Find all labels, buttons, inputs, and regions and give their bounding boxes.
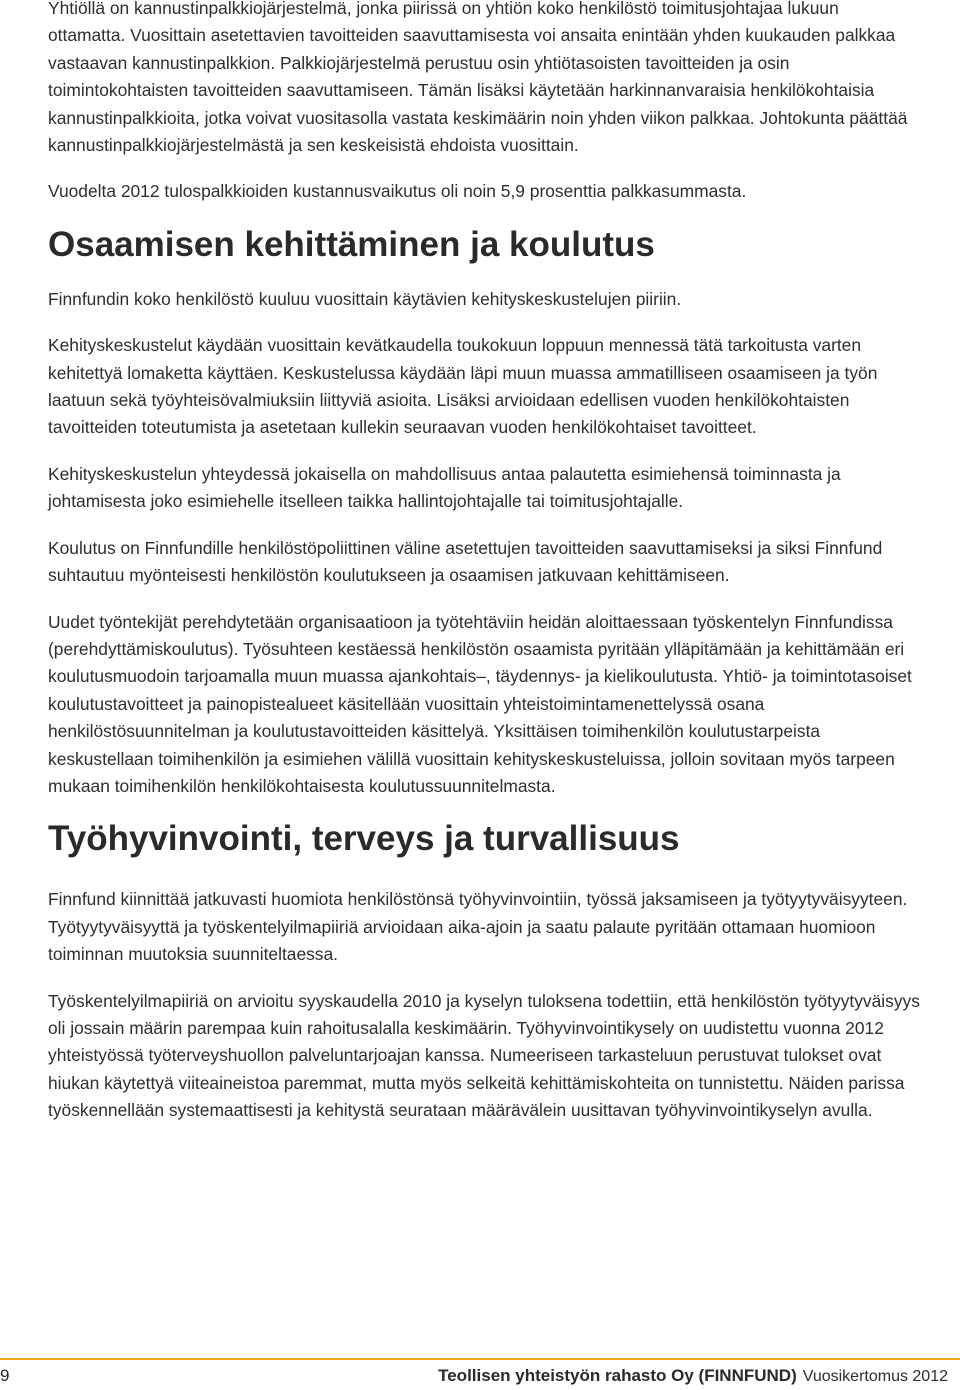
footer-organization: Teollisen yhteistyön rahasto Oy (FINNFUND)	[438, 1366, 797, 1385]
paragraph-bonus-cost: Vuodelta 2012 tulospalkkioiden kustannusvaikutus oli noin 5,9 prosenttia palkkasummasta.	[48, 181, 747, 202]
page-number: 9	[0, 1366, 10, 1385]
footer-divider	[0, 1358, 960, 1360]
footer-document-title: Vuosikertomus 2012	[802, 1368, 948, 1385]
paragraph-development-discussions: Finnfundin koko henkilöstö kuuluu vuosittain käytävien kehityskeskustelujen piiriin.	[48, 288, 682, 309]
paragraph-discussion-process: Kehityskeskustelut käydään vuosittain kevätkaudella toukokuun loppuun mennessä tätä tarkoitusta varten kehitettyä lomaketta käyttäen. Keskustelussa käydään läpi muun muassa ammatilliseen osaamiseen ja työn laatuun sekä työyhteisövalmiuksiin liittyviä asioita. Lisäksi arvioidaan edellisen vuoden henkilökohtaisten tavoitteiden toteutumista ja asetetaan kullekin seuraavan vuoden henkilökohtaiset tavoitteet.	[48, 335, 878, 438]
paragraph-wellbeing-survey: Työskentelyilmapiiriä on arvioitu syyskaudella 2010 ja kyselyn tuloksena todettiin, että henkilöstön työtyytyväisyys oli jossain määrin parempaa kuin rahoitusalalla keskimäärin. Työhyvinvointikysely on uudistettu vuonna 2012 yhteistyössä työterveyshuollon palveluntarjoajan kanssa. Numeeriseen tarkasteluun perustuvat tulokset ovat hiukan käytettyä viiteaineistoa paremmat, mutta myös selkeitä kehittämiskohteita on tunnistettu. Näiden parissa työskennellään systemaattisesti ja kehitystä seurataan määrävälein uusittavan työhyvinvointikyselyn avulla.	[48, 990, 920, 1121]
section-heading-wellbeing: Työhyvinvointi, terveys ja turvallisuus	[48, 819, 680, 859]
footer-title	[438, 1364, 948, 1389]
page-content	[48, 0, 920, 1144]
paragraph-training-policy: Koulutus on Finnfundille henkilöstöpoliittinen väline asetettujen tavoitteiden saavuttamiseksi ja siksi Finnfund suhtautuu myönteisesti henkilöstön koulutukseen ja osaamisen jatkuvaan kehittämiseen.	[48, 537, 883, 586]
paragraph-orientation: Uudet työntekijät perehdytetään organisaatioon ja työtehtäviin heidän aloittaessaan työskentelyn Finnfundissa (perehdyttämiskoulutus). Työsuhteen kestäessä henkilöstön osaamista pyritään ylläpitämään ja kehittämään eri koulutusmuodoin tarjoamalla muun muassa ajankohtais‒, täydennys- ja kielikoulutusta. Yhtiö- ja toimintotasoiset koulutustavoitteet ja painopistealueet käsitellään vuosittain yhteistoimintamenettelyssä osana henkilöstösuunnitelman ja koulutustavoitteiden käsittelyä. Yksittäisen toimihenkilön koulutustarpeista keskustellaan toimihenkilön ja esimiehen välillä vuosittain kehityskeskusteluissa, jolloin sovitaan myös tarpeen mukaan toimihenkilön henkilökohtaisesta koulutussuunnitelmasta.	[48, 611, 912, 796]
paragraph-feedback: Kehityskeskustelun yhteydessä jokaisella on mahdollisuus antaa palautetta esimiehensä toiminnasta ja johtamisesta joko esimiehelle itselleen taikka hallintojohtajalle tai toimitusjohtajalle.	[48, 463, 841, 512]
section-heading-competence: Osaamisen kehittäminen ja koulutus	[48, 224, 655, 264]
paragraph-incentive-system: Yhtiöllä on kannustinpalkkiojärjestelmä, jonka piirissä on yhtiön koko henkilöstö toimitusjohtajaa lukuun ottamatta. Vuosittain asetettavien tavoitteiden saavuttamisesta voi ansaita enintään yhden kuukauden palkkaa vastaavan kannustinpalkkion. Palkkiojärjestelmä perustuu osin yhtiötasoisten tavoitteiden ja osin toimintokohtaisten tavoitteiden saavuttamiseen. Tämän lisäksi käytetään harkinnanvaraisia henkilökohtaisia kannustinpalkkioita, jotka voivat vuositasolla vastata keskimäärin noin yhden viikon palkkaa. Johtokunta päättää kannustinpalkkiojärjestelmästä ja sen keskeisistä ehdoista vuosittain.	[48, 0, 908, 156]
paragraph-wellbeing-attention: Finnfund kiinnittää jatkuvasti huomiota henkilöstönsä työhyvinvointiin, työssä jaksamiseen ja työtyytyväisyyteen. Työtyytyväisyyttä ja työskentelyilmapiiriä arvioidaan aika-ajoin ja saatu palaute pyritään ottamaan huomioon toiminnan muutoksia suunniteltaessa.	[48, 889, 908, 965]
page-footer	[0, 1364, 960, 1390]
